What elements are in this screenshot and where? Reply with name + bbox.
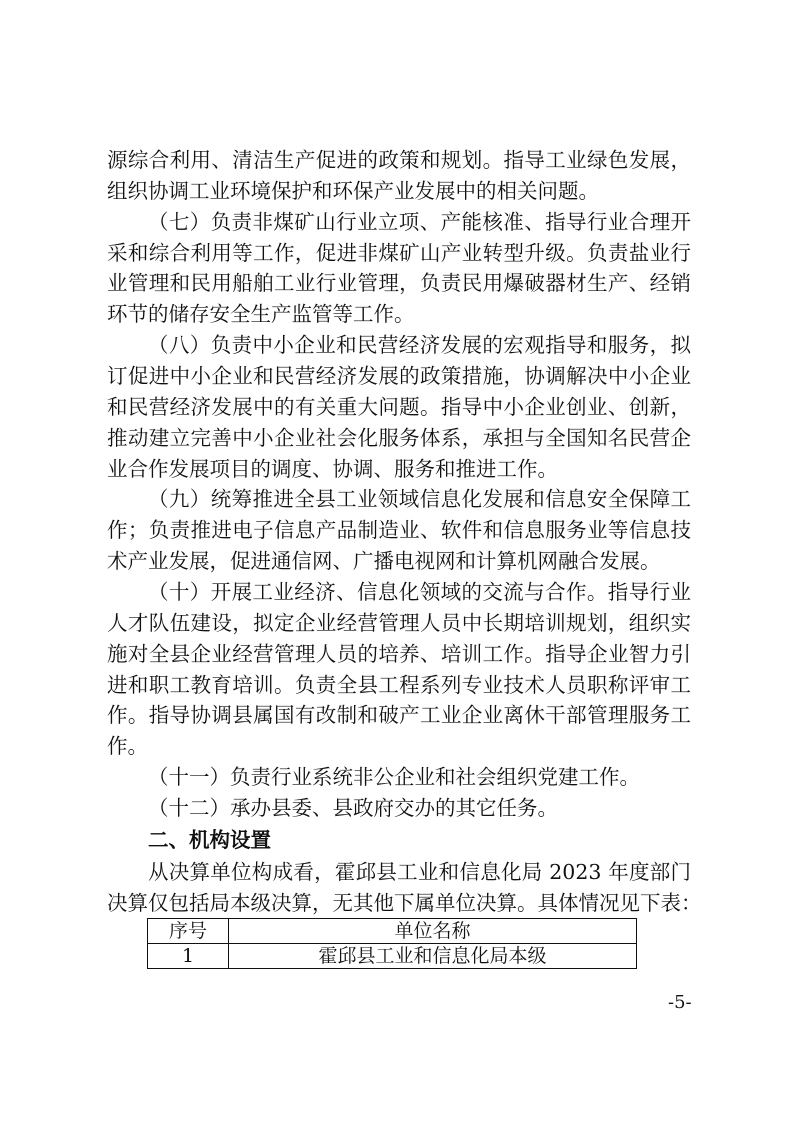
text-line: （七）负责非煤矿山行业立项、产能核准、指导行业合理开 [148, 209, 691, 234]
text-line: 作；负责推进电子信息产品制造业、软件和信息服务业等信息技 [107, 518, 691, 543]
text-line: 业合作发展项目的调度、协调、服务和推进工作。 [107, 456, 558, 481]
text-line: （十一）负责行业系统非公企业和社会组织党建工作。 [148, 765, 640, 790]
text-line: 业管理和民用船舶工业行业管理，负责民用爆破器材生产、经销 [107, 271, 691, 296]
table-header-row [148, 919, 637, 944]
text-line: 作。指导协调县属国有改制和破产工业企业离休干部管理服务工 [107, 703, 691, 728]
text-line: 作。 [107, 734, 148, 759]
text-line: （八）负责中小企业和民营经济发展的宏观指导和服务，拟 [148, 333, 691, 358]
text-line: 和民营经济发展中的有关重大问题。指导中小企业创业、创新， [107, 394, 691, 419]
text-line: 术产业发展，促进通信网、广播电视网和计算机网融合发展。 [107, 549, 661, 574]
text-line: 组织协调工业环境保护和环保产业发展中的相关问题。 [107, 178, 599, 203]
header-unit-name: 单位名称 [229, 919, 637, 944]
text-line: 决算仅包括局本级决算，无其他下属单位决算。具体情况见下表： [107, 891, 702, 915]
text-line: 人才队伍建设，拟定企业经营管理人员中长期培训规划，组织实 [107, 610, 691, 635]
text-line: 源综合利用、清洁生产促进的政策和规划。指导工业绿色发展， [107, 148, 691, 172]
unit-table [147, 918, 637, 969]
text-line: 从决算单位构成看，霍邱县工业和信息化局 2023 年度部门 [148, 860, 691, 884]
text-line: 订促进中小企业和民营经济发展的政策措施，协调解决中小企业 [107, 364, 691, 389]
text-line: 环节的储存安全生产监管等工作。 [107, 302, 415, 327]
text-line: （十二）承办县委、县政府交办的其它任务。 [148, 796, 558, 821]
section-heading: 二、机构设置 [148, 828, 271, 852]
page-number: -5- [668, 992, 692, 1013]
table-row [148, 944, 637, 969]
text-line: 采和综合利用等工作，促进非煤矿山产业转型升级。负责盐业行 [107, 240, 691, 265]
text-line: 进和职工教育培训。负责全县工程系列专业技术人员职称评审工 [107, 672, 691, 697]
text-line: 推动建立完善中小企业社会化服务体系，承担与全国知名民营企 [107, 425, 691, 450]
cell-unit-name: 霍邱县工业和信息化局本级 [229, 944, 637, 969]
cell-index: 1 [148, 944, 229, 969]
header-index: 序号 [148, 919, 229, 944]
text-line: 施对全县企业经营管理人员的培养、培训工作。指导企业智力引 [107, 641, 691, 666]
text-line: （十）开展工业经济、信息化领域的交流与合作。指导行业 [148, 580, 691, 605]
text-line: （九）统筹推进全县工业领域信息化发展和信息安全保障工 [148, 487, 691, 512]
